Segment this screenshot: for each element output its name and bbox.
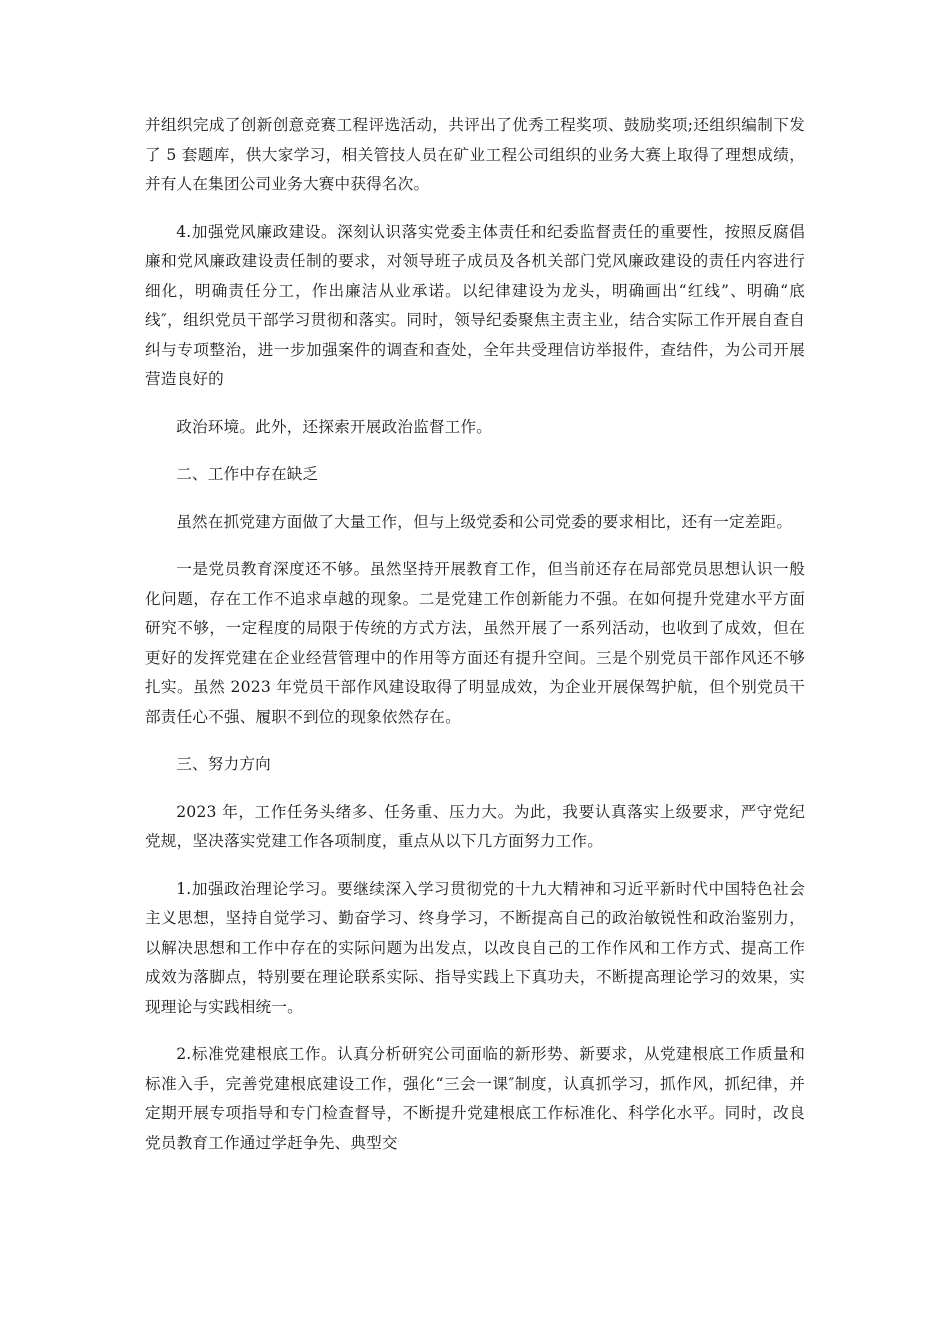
paragraph-political-environment: 政治环境。此外，还探索开展政治监督工作。 <box>176 417 493 436</box>
document-page <box>145 111 805 1176</box>
section-heading-shortcomings: 二、工作中存在缺乏 <box>176 465 319 483</box>
paragraph-continuation-competition: 并组织完成了创新创意竞赛工程评选活动，共评出了优秀工程奖项、鼓励奖项;还组织编制下发了 5 套题库，供大家学习，相关管技人员在矿业工程公司组织的业务大赛上取得了理想成绩，并有人在集团公司业务大赛中获得名次。 <box>145 116 805 193</box>
paragraph-integrity-building: 4.加强党风廉政建设。深刻认识落实党委主体责任和纪委监督责任的重要性，按照反腐倡廉和党风廉政建设责任制的要求，对领导班子成员及各机关部门党风廉政建设的责任内容进行细化，明确责任分工，作出廉洁从业承诺。以纪律建设为龙头，明确画出“红线”、明确“底线″，组织党员干部学习贯彻和落实。同时，领导纪委聚焦主责主业，结合实际工作开展自查自纠与专项整治，进一步加强案件的调查和查处，全年共受理信访举报件，查结件，为公司开展营造良好的 <box>145 222 805 388</box>
paragraph-gap-summary: 虽然在抓党建方面做了大量工作，但与上级党委和公司党委的要求相比，还有一定差距。 <box>176 512 793 531</box>
paragraph-party-foundation: 2.标准党建根底工作。认真分析研究公司面临的新形势、新要求，从党建根底工作质量和标准入手，完善党建根底建设工作，强化“三会一课″制度，认真抓学习，抓作风，抓纪律，并定期开展专项指导和专门检查督导，不断提升党建根底工作标准化、科学化水平。同时，改良党员教育工作通过学赶争先、典型交 <box>145 1045 805 1152</box>
section-heading-direction: 三、努力方向 <box>176 755 271 773</box>
paragraph-theory-study: 1.加强政治理论学习。要继续深入学习贯彻党的十九大精神和习近平新时代中国特色社会主义思想，坚持自觉学习、勤奋学习、终身学习，不断提高自己的政治敏锐性和政治鉴别力，以解决思想和工作中存在的实际问题为出发点，以改良自己的工作作风和工作方式、提高工作成效为落脚点，特别要在理论联系实际、指导实践上下真功夫，不断提高理论学习的效果，实现理论与实践相统一。 <box>145 879 805 1016</box>
paragraph-shortcomings-detail: 一是党员教育深度还不够。虽然坚持开展教育工作，但当前还存在局部党员思想认识一般化问题，存在工作不追求卓越的现象。二是党建工作创新能力不强。在如何提升党建水平方面研究不够，一定程度的局限于传统的方式方法，虽然开展了一系列活动，也收到了成效，但在更好的发挥党建在企业经营管理中的作用等方面还有提升空间。三是个别党员干部作风还不够扎实。虽然 2023 年党员干部作风建设取得了明显成效，为企业开展保驾护航，但个别党员干部责任心不强、履职不到位的现象依然存在。 <box>145 560 805 726</box>
paragraph-direction-intro: 2023 年，工作任务头绪多、任务重、压力大。为此，我要认真落实上级要求，严守党纪党规，坚决落实党建工作各项制度，重点从以下几方面努力工作。 <box>145 802 805 850</box>
